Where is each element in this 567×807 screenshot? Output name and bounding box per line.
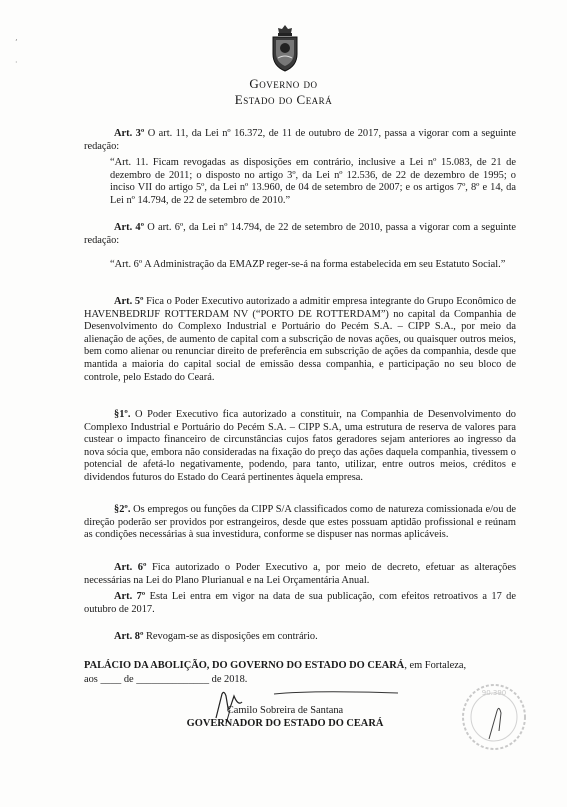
date-blank-day: ____: [100, 674, 122, 685]
article-3: [84, 128, 516, 153]
article-3-quote: “Art. 11. Ficam revogadas as disposições em contrário, inclusive a Lei nº 15.083, de 21 de dezembro de 2011; o disposto no artigo 3º, da Lei nº 12.536, de 22 de dezembro de 1995; o inciso VII do artigo 5º, da Lei nº 13.960, de 04 de setembro de 2007; e os artigos 7º, 8º e 14, da Lei nº 14.794, de 22 de setembro de 2010.”: [110, 157, 516, 206]
article-4-quote: “Art. 6º A Administração da EMAZP reger-se-á na forma estabelecida em seu Estatuto Social.”: [110, 259, 506, 270]
official-stamp: [459, 681, 529, 753]
closing-city: , em Fortaleza,: [404, 660, 467, 671]
paragraph-2-text: Os empregos ou funções da CIPP S/A classificados como de natureza comissionada e/ou de direção poderão ser providos por estrangeiros, desde que estes possuam aptidão profissional e reúnam as condições necessárias à sua investidura, conforme se dispuser nas normas aplicáveis.: [84, 504, 516, 541]
margin-mark: ·: [15, 58, 18, 67]
article-5: [84, 296, 516, 384]
article-5-label: Art. 5º: [114, 296, 144, 307]
article-7-label: Art. 7º: [114, 591, 146, 602]
article-7-text: Esta Lei entra em vigor na data de sua publicação, com efeitos retroativos a 17 de outubro de 2017.: [84, 591, 516, 615]
article-8-label: Art. 8º: [114, 631, 144, 642]
stamp-number: 90.390: [481, 689, 507, 697]
signatory-title: GOVERNADOR DO ESTADO DO CEARÁ: [186, 718, 384, 729]
article-5-text: Fica o Poder Executivo autorizado a admitir empresa integrante do Grupo Econômico de HAVENBEDRIJF ROTTERDAM NV (“PORTO DE ROTTERDAM”) no capital da Companhia de Desenvolvimento do Complexo Industrial e Portuário do Pecém S.A. – CIPP S.A., por meio da alienação de ações, de aumento de capital com a subscrição de novas ações, ou quaisquer outros meios, bem como alienar ou renunciar direito de preferência em subscrição de ações da companhia, desde que mantida a maioria do capital social de emissão dessa companhia, e participação no seu bloco de controle, pelo Estado do Ceará.: [84, 296, 516, 383]
paragraph-1-text: O Poder Executivo fica autorizado a constituir, na Companhia de Desenvolvimento do Complexo Industrial e Portuário do Pecém S.A. – CIPP S.A, uma estrutura de reserva de valores para custear o impacto financeiro de circunstâncias cujos fatos geradores sejam anteriores ao ingresso da nova sócia que, embora não consideradas na fixação do preço das ações daquela companhia, tivessem o potencial de afetá-lo negativamente, podendo, para tanto, utilizar, entre outros meios, créditos e dividendos futuros do Estado do Ceará pertinentes àquela empresa.: [84, 409, 516, 483]
closing-date: [84, 673, 516, 687]
article-6-label: Art. 6º: [114, 562, 147, 573]
article-6-text: Fica autorizado o Poder Executivo a, por meio de decreto, efetuar as alterações necessárias na Lei do Plano Plurianual e na Lei Orçamentária Anual.: [84, 562, 516, 586]
paragraph-1: [84, 409, 516, 485]
margin-mark: ʼ: [15, 38, 18, 47]
paragraph-1-label: §1º.: [114, 409, 131, 420]
header-state: Estado do Ceará: [234, 92, 333, 107]
date-blank-month: ______________: [136, 674, 210, 685]
paragraph-2-label: §2º.: [114, 504, 131, 515]
paragraph-2: [84, 504, 516, 542]
article-4-label: Art. 4º: [114, 222, 145, 233]
article-3-label: Art. 3º: [114, 128, 145, 139]
article-3-text: O art. 11, da Lei nº 16.372, de 11 de outubro de 2017, passa a vigorar com a seguinte redação:: [84, 128, 516, 152]
article-8-text: Revogam-se as disposições em contrário.: [143, 631, 318, 642]
date-de-1: de: [123, 674, 134, 685]
article-8: [84, 631, 516, 644]
closing-place: [84, 659, 516, 673]
closing-palace: PALÁCIO DA ABOLIÇÃO, DO GOVERNO DO ESTADO DO CEARÁ: [84, 660, 405, 671]
article-6: [84, 562, 516, 587]
coat-of-arms-icon: [270, 24, 300, 72]
article-4-text: O art. 6º, da Lei nº 14.794, de 22 de setembro de 2010, passa a vigorar com a seguinte redação:: [84, 222, 517, 246]
date-aos: aos: [84, 674, 98, 685]
header-government: Governo do: [249, 76, 318, 91]
date-de-2: de 2018.: [211, 674, 248, 685]
article-7: [84, 591, 516, 616]
article-4: [84, 222, 516, 247]
signatory-name: Camilo Sobreira de Santana: [226, 705, 344, 716]
